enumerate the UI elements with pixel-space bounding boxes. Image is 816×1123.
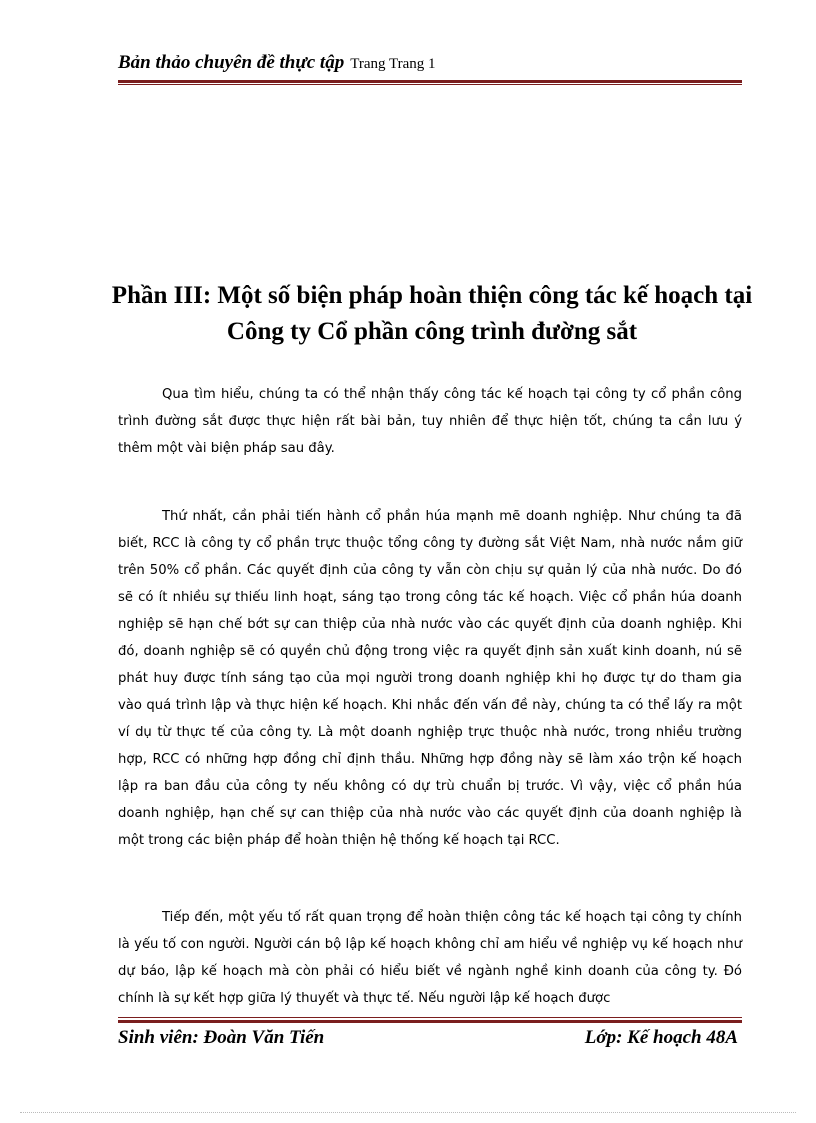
paragraph-intro: Qua tìm hiểu, chúng ta có thể nhận thấy công tác kế hoạch tại công ty cổ phần công trình đường sắt được thực hiện rất bài bản, tuy nhiên để thực hiện tốt, chúng ta cần lưu ý thêm một vài biện pháp sau đây. xyxy=(118,387,742,456)
page-header xyxy=(118,50,742,86)
paragraph-first-measure: Thứ nhất, cần phải tiến hành cổ phần húa mạnh mẽ doanh nghiệp. Như chúng ta đã biết, RCC là công ty cổ phần trực thuộc tổng công ty đường sắt Việt Nam, nhà nước nắm giữ trên 50% cổ phần. Các quyết định của công ty vẫn còn chịu sự quản lý của nhà nước. Do đó sẽ có ít nhiều sự thiếu linh hoạt, sáng tạo trong công tác kế hoạch. Việc cổ phần húa doanh nghiệp sẽ hạn chế bớt sự can thiệp của nhà nước vào các quyết định của doanh nghiệp. Khi đó, doanh nghiệp sẽ có quyền chủ động trong việc ra quyết định sản xuất kinh doanh, nú sẽ phát huy được tính sáng tạo của mọi người trong doanh nghiệp khi họ được tự do tham gia vào quá trình lập và thực hiện kế hoạch. Khi nhắc đến vấn đề này, chúng ta có thể lấy ra một ví dụ từ thực tế của công ty. Là một doanh nghiệp trực thuộc nhà nước, trong nhiều trường hợp, RCC có những hợp đồng chỉ định thầu. Những hợp đồng này sẽ làm xáo trộn kế hoạch lập ra ban đầu của công ty nếu không có dự trù chuẩn bị trước. Vì vậy, việc cổ phần húa doanh nghiệp, hạn chế sự can thiệp của nhà nước vào các quyết định của doanh nghiệp là một trong các biện pháp để hoàn thiện hệ thống kế hoạch tại RCC. xyxy=(118,509,742,848)
footer-student-name: Sinh viên: Đoàn Văn Tiến xyxy=(118,1027,325,1048)
header-rule-thick xyxy=(118,80,742,83)
header-page-number: Trang Trang 1 xyxy=(350,56,436,72)
section-title-line-2: Công ty Cổ phần công trình đường sắt xyxy=(226,318,638,345)
page-bottom-dotted-line xyxy=(20,1112,796,1113)
paragraph-second-measure: Tiếp đến, một yếu tố rất quan trọng để hoàn thiện công tác kế hoạch tại công ty chính là yếu tố con người. Người cán bộ lập kế hoạch không chỉ am hiểu về nghiệp vụ kế hoạch như dự báo, lập kế hoạch mà còn phải có hiểu biết về ngành nghề kinh doanh của công ty. Đó chính là sự kết hợp giữa lý thuyết và thực tế. Nếu người lập kế hoạch được xyxy=(118,910,742,1006)
footer-class-name: Lớp: Kế hoạch 48A xyxy=(584,1027,738,1048)
header-rule-thin xyxy=(118,84,742,85)
section-title-line-1: Phần III: Một số biện pháp hoàn thiện công tác kế hoạch tại xyxy=(111,282,753,309)
header-title: Bản thảo chuyên đề thực tập xyxy=(118,52,345,73)
footer-rule-thick xyxy=(118,1020,742,1023)
page-footer xyxy=(118,1017,742,1059)
footer-rule-thin xyxy=(118,1017,742,1018)
section-title xyxy=(96,278,768,350)
